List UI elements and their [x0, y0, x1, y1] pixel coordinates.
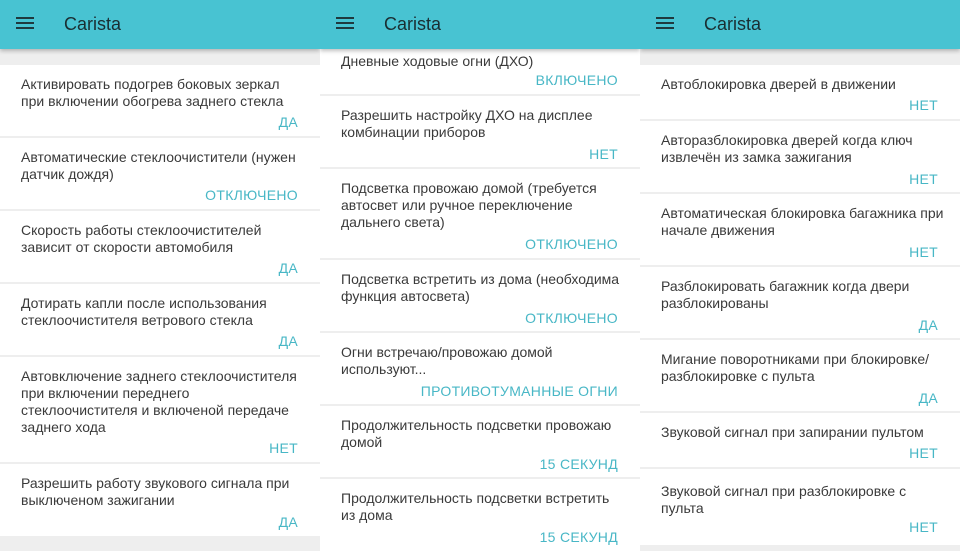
setting-label: Скорость работы стеклоочистителей зависит от скорости автомобиля: [21, 222, 262, 255]
setting-wiper-speed[interactable]: [0, 211, 320, 282]
setting-value: ОТКЛЮЧЕНО: [525, 310, 618, 326]
setting-label: Автоблокировка дверей в движении: [661, 76, 896, 92]
app-bar: [0, 0, 320, 49]
screen-lighting: [320, 0, 640, 551]
setting-value: ОТКЛЮЧЕНО: [525, 236, 618, 252]
setting-value: НЕТ: [909, 445, 938, 461]
setting-label: Автоматическая блокировка багажника при начале движения: [661, 205, 944, 238]
setting-label: Подсветка провожаю домой (требуется автосвет или ручное переключение дальнего света): [341, 180, 597, 230]
screen-mirrors-wipers: [0, 0, 320, 551]
app-title: Carista: [704, 14, 762, 34]
setting-value: НЕТ: [589, 146, 618, 162]
setting-label: Звуковой сигнал при разблокировке с пульта: [661, 483, 907, 516]
setting-value: НЕТ: [909, 171, 938, 187]
setting-drip-wipe[interactable]: [0, 284, 320, 355]
setting-label: Разрешить настройку ДХО на дисплее комбинации приборов: [341, 107, 593, 140]
setting-label: Продолжительность подсветки встретить из дома: [341, 490, 610, 523]
setting-label: Дотирать капли после использования стеклоочистителя ветрового стекла: [21, 295, 267, 328]
setting-follow-duration[interactable]: [320, 406, 640, 477]
setting-auto-lock-driving[interactable]: [640, 65, 960, 119]
setting-label: Разрешить работу звукового сигнала при выключеном зажигании: [21, 475, 290, 508]
setting-label: Авторазблокировка дверей когда ключ извлечён из замка зажигания: [661, 132, 913, 165]
setting-horn-lock[interactable]: [640, 413, 960, 467]
hamburger-menu-icon[interactable]: [16, 16, 34, 32]
setting-value: НЕТ: [909, 244, 938, 260]
setting-label: Продолжительность подсветки провожаю домой: [341, 417, 612, 450]
setting-value: НЕТ: [909, 97, 938, 113]
setting-label: Мигание поворотниками при блокировке/разблокировке с пульта: [661, 351, 930, 384]
screen-locks: [640, 0, 960, 551]
hamburger-menu-icon[interactable]: [336, 16, 354, 32]
setting-drl-cluster[interactable]: [320, 96, 640, 167]
setting-label: Огни встречаю/провожаю домой используют...: [341, 344, 553, 377]
setting-welcome-duration[interactable]: [320, 479, 640, 551]
setting-label: Автовключение заднего стеклоочистителя при включении переднего стеклоочистителя и включеной передаче заднего хода: [21, 368, 297, 435]
setting-value: ОТКЛЮЧЕНО: [205, 187, 298, 203]
setting-value: ДА: [278, 114, 298, 130]
setting-horn-ignition-off[interactable]: [0, 464, 320, 536]
setting-welcome-light[interactable]: [320, 260, 640, 331]
setting-label: Автоматические стеклоочистители (нужен датчик дождя): [21, 149, 296, 182]
setting-label: Подсветка встретить из дома (необходима функция автосвета): [341, 271, 620, 304]
setting-turn-signal-flash[interactable]: [640, 340, 960, 411]
app-bar: [320, 0, 640, 49]
app-bar: [640, 0, 960, 49]
setting-label: Активировать подогрев боковых зеркал при включении обогрева заднего стекла: [21, 76, 284, 109]
setting-label: Разблокировать багажник когда двери разблокированы: [661, 278, 910, 311]
setting-trunk-unlock[interactable]: [640, 267, 960, 338]
setting-value: НЕТ: [269, 440, 298, 456]
setting-value: ВКЛЮЧЕНО: [535, 72, 618, 88]
setting-value: ДА: [278, 514, 298, 530]
setting-value: 15 СЕКУНД: [539, 529, 618, 545]
setting-auto-wipers[interactable]: [0, 138, 320, 209]
setting-follow-me-home[interactable]: [320, 169, 640, 258]
app-title: Carista: [64, 14, 122, 34]
hamburger-menu-icon[interactable]: [656, 16, 674, 32]
setting-value: ПРОТИВОТУМАННЫЕ ОГНИ: [420, 383, 618, 399]
setting-lights-used[interactable]: [320, 333, 640, 404]
setting-value: НЕТ: [909, 519, 938, 535]
setting-label: Дневные ходовые огни (ДХО): [341, 53, 534, 69]
setting-rear-wiper-reverse[interactable]: [0, 357, 320, 462]
setting-value: 15 СЕКУНД: [539, 456, 618, 472]
setting-trunk-auto-lock[interactable]: [640, 194, 960, 265]
setting-horn-unlock[interactable]: [640, 469, 960, 545]
setting-label: Звуковой сигнал при запирании пультом: [661, 424, 924, 440]
app-title: Carista: [384, 14, 442, 34]
setting-value: ДА: [278, 260, 298, 276]
setting-mirror-heating[interactable]: [0, 65, 320, 136]
setting-value: ДА: [918, 390, 938, 406]
setting-value: ДА: [918, 317, 938, 333]
setting-auto-unlock-key[interactable]: [640, 121, 960, 192]
setting-value: ДА: [278, 333, 298, 349]
